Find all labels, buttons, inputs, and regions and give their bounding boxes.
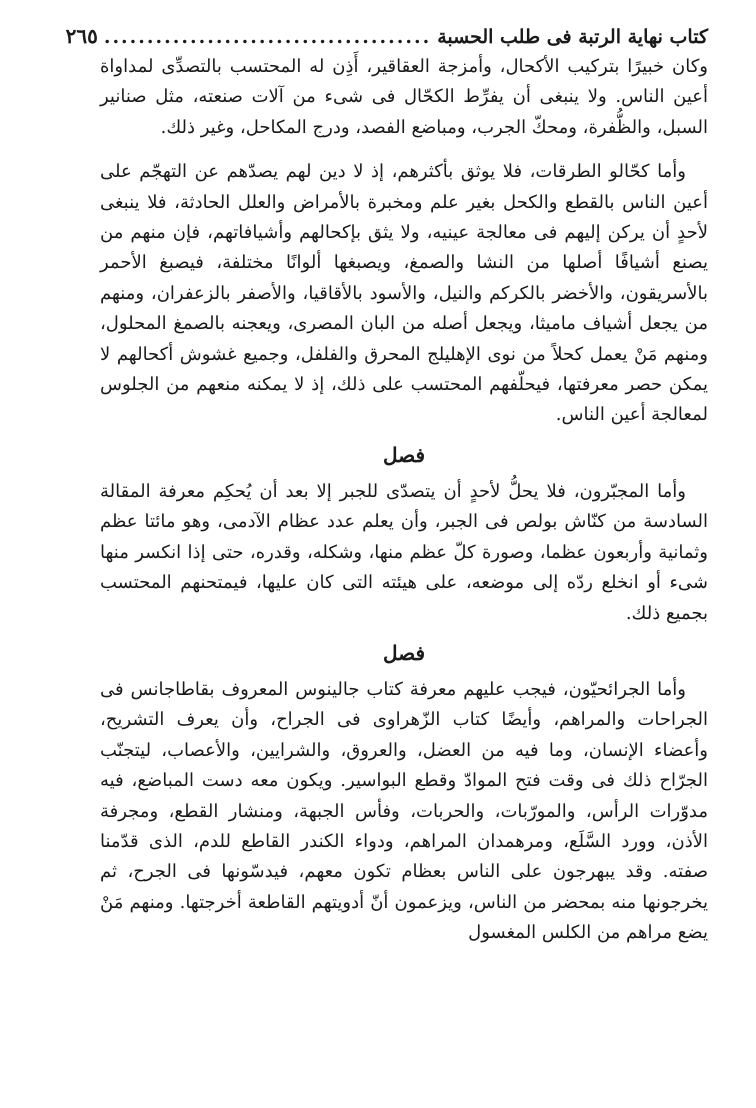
section-heading: فصل	[382, 640, 426, 665]
section-heading: فصل	[382, 442, 426, 467]
running-title: كتاب نهاية الرتبة فى طلب الحسبة	[437, 26, 708, 48]
running-header	[65, 22, 708, 50]
paragraph-surgeons: وأما الجرائحيّون، فيجب عليهم معرفة كتاب جالينوس المعروف بقاطاجانس فى الجراحات والمراهم، وأيضًا كتاب الزّهراوى فى الجراح، وأن يعرف التشريح، وأعضاء الإنسان، وما فيه من العضل، والعروق، والشرايين، والأعصاب، ليتجنّب الجرّاح ذلك فى وقت فتح الموادّ وقطع البواسير. ويكون معه دست المباضع، فيه مدوّرات الرأس، والمورّبات، والحربات، وفأس الجبهة، ومنشار القطع، ومجرفة الأذن، وورد السَّلَع، ومرهمدان المراهم، ودواء الكندر القاطع للدم، الذى قدّمنا صفته. وقد يبهرجون على الناس بعظام تكون معهم، فيدسّونها فى الجرح، ثم يخرجونها منه بمحضر من الناس، ويزعمون أنّ أدويتهم القاطعة أخرجتها. ومنهم مَنْ يضع مراهم من الكلس المغسول	[100, 678, 708, 944]
paragraph-oculists-tools: وكان خبيرًا بتركيب الأكحال، وأمزجة العقاقير، أَذِن له المحتسب بالتصدِّى لمداواة أعين الناس. ولا ينبغى أن يفرِّط الكحّال فى شىء من آلات صنعته، مثل صنانير السبل، والظُّفرة، ومحكّ الجرب، ومباضع الفصد، ودرج المكاحل، وغير ذلك.	[100, 56, 708, 138]
paragraph-street-oculists: وأما كحّالو الطرقات، فلا يوثق بأكثرهم، إذ لا دين لهم يصدّهم عن التهجّم على أعين الناس بالقطع والكحل بغير علم ومخبرة بالأمراض والعلل الحادثة، فلا ينبغى لأحدٍ أن يركن إليهم فى معالجة عينيه، ولا يثق بإكحالهم وأشيافاتهم، فإن منهم من يصنع أشيافًا أصلها من النشا والصمغ، ويصبغها ألوانًا مختلفة، فيصبغ الأحمر بالأسريقون، والأخضر بالكركم والنيل، والأسود بالأقاقيا، والأصفر بالزعفران، ومنهم من يجعل أشياف ماميثا، ويجعل أصله من البان المصرى، ويعجنه بالصمغ المحلول، ومنهم مَنْ يعمل كحلاً من نوى الإهليلج المحرق والفلفل، وجميع غشوش أكحالهم لا يمكن حصر معرفتها، فيحلّفهم المحتسب على ذلك، إذ لا يمكنه منعهم من الجلوس لمعالجة أعين الناس.	[100, 161, 709, 426]
dot-leader: ......................................	[103, 26, 432, 48]
page-number: ٢٦٥	[65, 24, 98, 48]
paragraph-bonesetters: وأما المجبّرون، فلا يحلُّ لأحدٍ أن يتصدّى للجبر إلا بعد أن يُحكِم معرفة المقالة السادسة من كنّاش بولص فى الجبر، وأن يعلم عدد عظام الآدمى، وهو مائتا عظم وثمانية وأربعون عظما، وصورة كلّ عظم منها، وشكله، وقدره، حتى إذا انكسر منها شىء أو انخلع ردّه إلى موضعه، على هيئته التى كان عليها، فيمتحنهم المحتسب بجميع ذلك.	[100, 480, 708, 624]
document-page	[65, 22, 709, 949]
